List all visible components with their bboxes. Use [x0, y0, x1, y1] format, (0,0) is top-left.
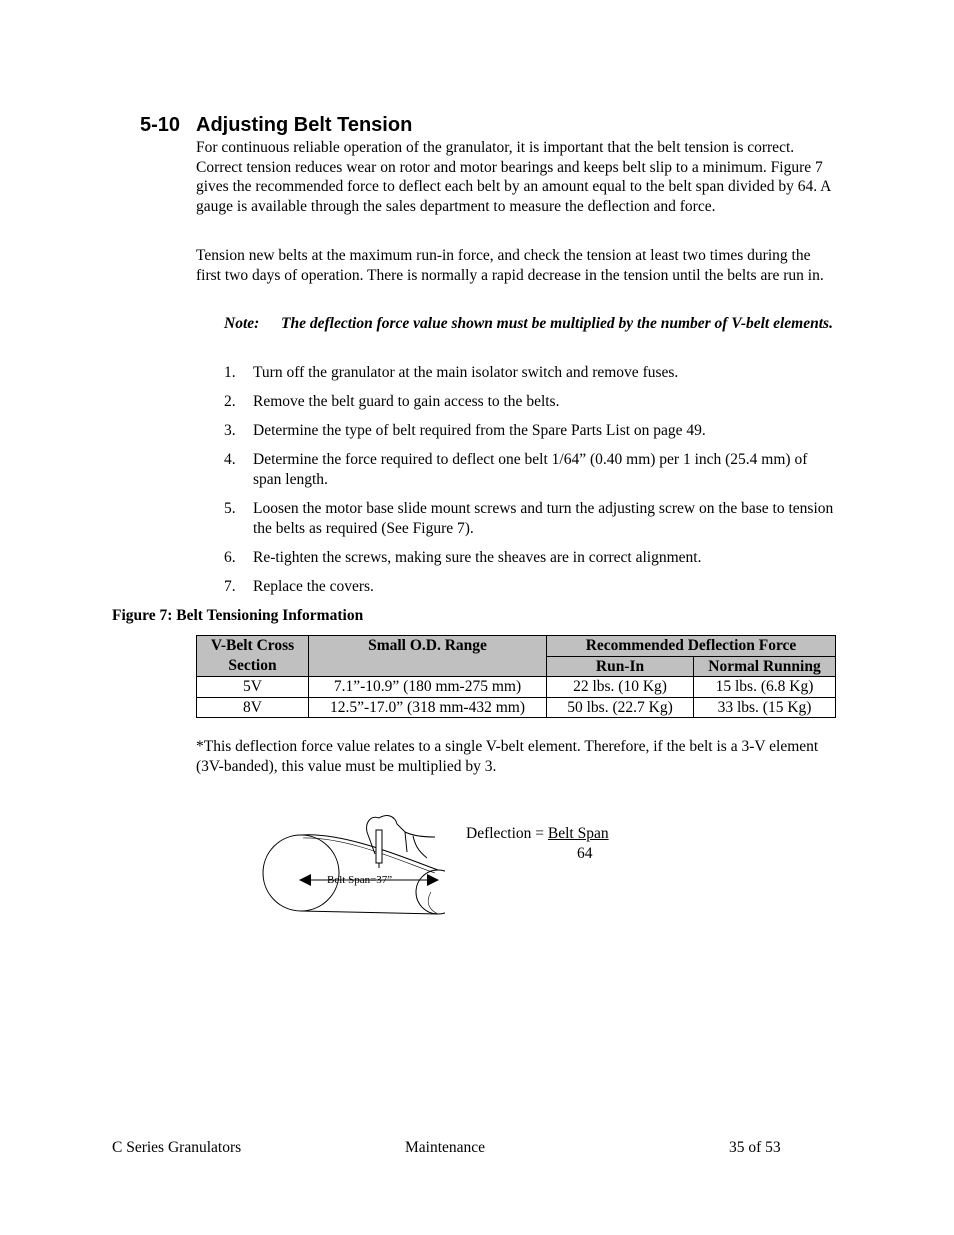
- cell-od-range: 12.5”-17.0” (318 mm-432 mm): [309, 697, 547, 718]
- cell-section: 8V: [197, 697, 309, 718]
- formula-lhs: Deflection =: [466, 825, 548, 842]
- step-number: 7.: [224, 578, 236, 595]
- step-item: [224, 548, 834, 568]
- header-cross-section: V-Belt Cross Section: [197, 636, 309, 677]
- deflection-formula: [466, 824, 609, 862]
- header-normal-running: Normal Running: [694, 656, 836, 677]
- cell-od-range: 7.1”-10.9” (180 mm-275 mm): [309, 677, 547, 698]
- step-item: [224, 421, 834, 441]
- table-footnote: *This deflection force value relates to a single V-belt element. Therefore, if the belt is a 3-V element (3V-banded), this value must be multiplied by 3.: [196, 738, 819, 775]
- step-item: [224, 363, 834, 383]
- step-text: Replace the covers.: [253, 578, 374, 595]
- large-sheave: [263, 835, 339, 911]
- belt-tension-diagram: [255, 810, 445, 920]
- step-number: 1.: [224, 364, 236, 381]
- belt-bottom: [301, 911, 438, 914]
- cell-run-in: 22 lbs. (10 Kg): [547, 677, 694, 698]
- cell-section: 5V: [197, 677, 309, 698]
- left-arrowhead: [299, 874, 311, 886]
- belt-tension-table: [196, 635, 836, 718]
- table-row: [197, 677, 836, 698]
- step-text: Determine the force required to deflect one belt 1/64” (0.40 mm) per 1 inch (25.4 mm) of span length.: [253, 451, 808, 488]
- step-number: 2.: [224, 393, 236, 410]
- header-deflection-force: Recommended Deflection Force: [547, 636, 836, 657]
- step-number: 4.: [224, 451, 236, 468]
- cell-normal: 15 lbs. (6.8 Kg): [694, 677, 836, 698]
- step-item: [224, 392, 834, 412]
- right-arrowhead: [427, 874, 439, 886]
- note-text: The deflection force value shown must be multiplied by the number of V-belt elements.: [281, 315, 833, 332]
- footer-page-number: 35 of 53: [729, 1139, 781, 1156]
- section-heading: [140, 112, 412, 138]
- section-number: 5-10: [140, 114, 181, 136]
- table-row: [197, 697, 836, 718]
- footer-chapter: Maintenance: [405, 1139, 486, 1156]
- note-label: Note:: [224, 315, 260, 332]
- step-text: Determine the type of belt required from the Spare Parts List on page 49.: [253, 422, 706, 439]
- section-title: Adjusting Belt Tension: [196, 114, 413, 136]
- cell-normal: 33 lbs. (15 Kg): [694, 697, 836, 718]
- note-block: [224, 314, 834, 334]
- formula-denominator: 64: [577, 845, 593, 862]
- step-item: [224, 577, 834, 597]
- step-item: [224, 499, 834, 538]
- step-text: Remove the belt guard to gain access to the belts.: [253, 393, 560, 410]
- header-od-range: Small O.D. Range: [309, 636, 547, 677]
- intro-paragraph: For continuous reliable operation of the granulator, it is important that the belt tension is correct. Correct tension reduces wear on rotor and motor bearings and keeps belt slip to a minimum. Figure 7 gives the recommended force to deflect each belt by an amount equal to the belt span divided by 64. A gauge is available through the sales department to measure the deflection and force.: [196, 139, 831, 215]
- formula-numerator: Belt Span: [547, 825, 609, 842]
- step-text: Re-tighten the screws, making sure the sheaves are in correct alignment.: [253, 549, 702, 566]
- tension-paragraph: Tension new belts at the maximum run-in force, and check the tension at least two times during the first two days of operation. There is normally a rapid decrease in the tension until the belts are run in.: [196, 247, 824, 284]
- step-text: Turn off the granulator at the main isolator switch and remove fuses.: [253, 364, 679, 381]
- step-text: Loosen the motor base slide mount screws and turn the adjusting screw on the base to tension the belts as required (See Figure 7).: [253, 500, 834, 537]
- footer-document-title: C Series Granulators: [112, 1139, 242, 1156]
- step-number: 3.: [224, 422, 236, 439]
- cell-run-in: 50 lbs. (22.7 Kg): [547, 697, 694, 718]
- step-number: 5.: [224, 500, 236, 517]
- step-number: 6.: [224, 549, 236, 566]
- figure-caption: Figure 7: Belt Tensioning Information: [112, 607, 364, 624]
- header-run-in: Run-In: [547, 656, 694, 677]
- step-item: [224, 450, 834, 489]
- belt-span-label: Belt Span=37”: [327, 874, 393, 886]
